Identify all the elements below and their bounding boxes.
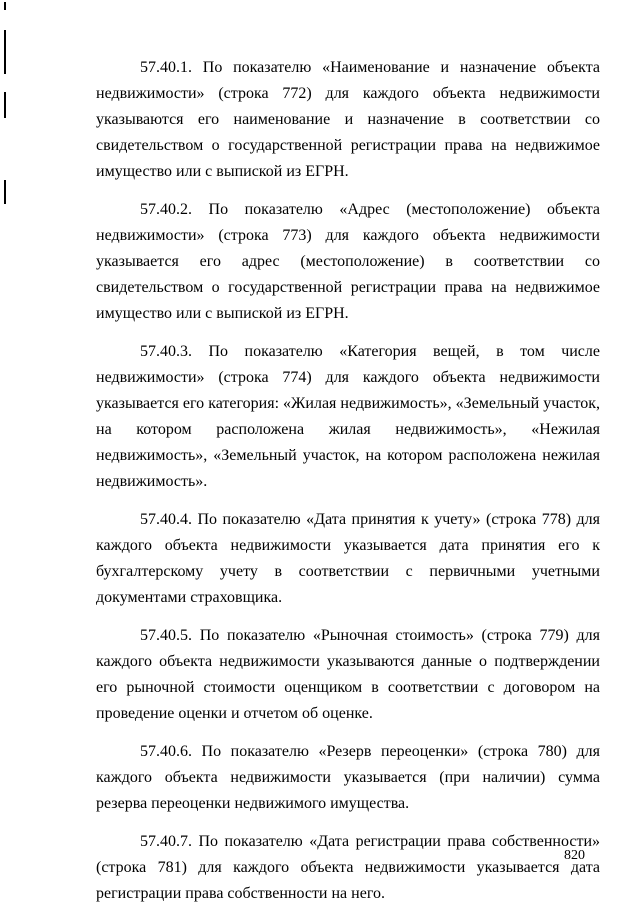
document-page bbox=[96, 55, 600, 919]
paragraph-57-40-3: 57.40.3. По показателю «Категория вещей, в том числе недвижимости» (строка 774) для каждого объекта недвижимости указывается его категория: «Жилая недвижимость», «Земельный участок, на котором расположена жилая недвижимость», «Нежилая недвижимость», «Земельный участок, на котором расположена нежилая недвижимость». bbox=[96, 343, 600, 490]
paragraph-57-40-2: 57.40.2. По показателю «Адрес (местоположение) объекта недвижимости» (строка 773) для каждого объекта недвижимости указывается его адрес (местоположение) в соответствии со свидетельством о государственной регистрации права на недвижимое имущество или с выпиской из ЕГРН. bbox=[96, 201, 600, 322]
paragraph-57-40-4: 57.40.4. По показателю «Дата принятия к учету» (строка 778) для каждого объекта недвижимости указывается дата принятия его к бухгалтерскому учету в соответствии с первичными учетными документами страховщика. bbox=[96, 511, 600, 606]
scan-margin-mark bbox=[4, 2, 6, 10]
paragraph-57-40-1: 57.40.1. По показателю «Наименование и назначение объекта недвижимости» (строка 772) для каждого объекта недвижимости указываются его наименование и назначение в соответствии со свидетельством о государственной регистрации права на недвижимое имущество или с выпиской из ЕГРН. bbox=[96, 59, 600, 180]
page-number: 820 bbox=[564, 848, 585, 863]
scan-margin-mark bbox=[4, 92, 6, 118]
scan-margin-mark bbox=[4, 30, 6, 74]
paragraph-57-40-7: 57.40.7. По показателю «Дата регистрации права собственности» (строка 781) для каждого объекта недвижимости указывается дата регистрации права собственности на него. bbox=[96, 833, 600, 902]
scan-margin-mark bbox=[4, 180, 6, 204]
paragraph-57-40-6: 57.40.6. По показателю «Резерв переоценки» (строка 780) для каждого объекта недвижимости указывается (при наличии) сумма резерва переоценки недвижимого имущества. bbox=[96, 743, 600, 812]
paragraph-57-40-5: 57.40.5. По показателю «Рыночная стоимость» (строка 779) для каждого объекта недвижимости указываются данные о подтверждении его рыночной стоимости оценщиком в соответствии с договором на проведение оценки и отчетом об оценке. bbox=[96, 627, 600, 722]
